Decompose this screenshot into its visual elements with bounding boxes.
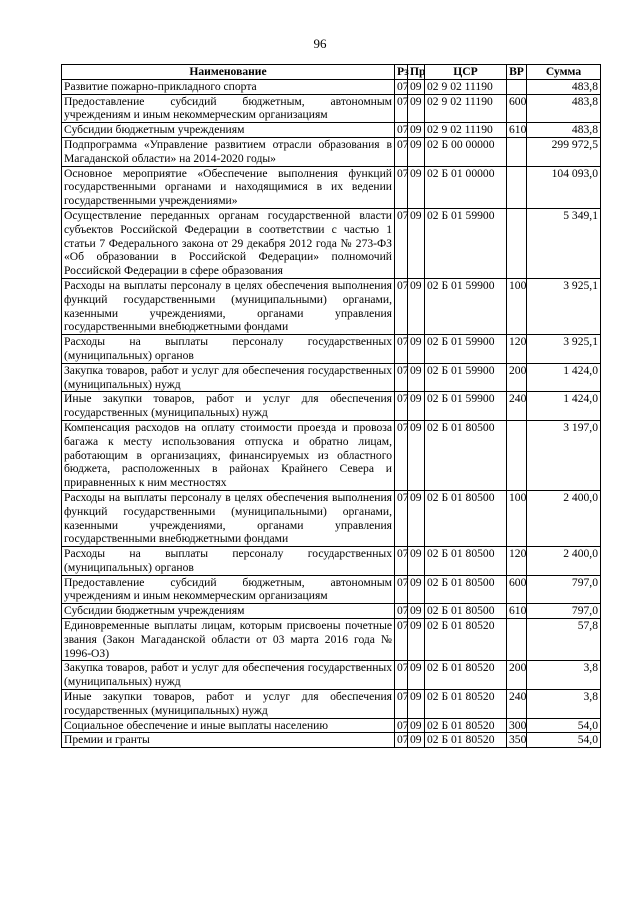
table-row xyxy=(62,718,601,733)
row-pr: 09 xyxy=(408,392,425,421)
row-name: Закупка товаров, работ и услуг для обеспечения государственных (муниципальных) нужд xyxy=(62,363,395,392)
table-row xyxy=(62,690,601,719)
row-vr: 350 xyxy=(507,733,527,748)
row-vr: 600 xyxy=(507,94,527,123)
row-rz: 07 xyxy=(395,604,408,619)
row-pr: 09 xyxy=(408,278,425,334)
table-body xyxy=(62,79,601,747)
row-csr: 02 Б 01 59900 xyxy=(425,208,507,278)
row-sum: 104 093,0 xyxy=(527,166,601,208)
row-sum: 1 424,0 xyxy=(527,392,601,421)
row-vr xyxy=(507,619,527,661)
table-row xyxy=(62,392,601,421)
row-rz: 07 xyxy=(395,79,408,94)
row-vr: 100 xyxy=(507,278,527,334)
row-csr: 02 Б 01 80520 xyxy=(425,718,507,733)
row-name: Иные закупки товаров, работ и услуг для обеспечения государственных (муниципальных) нужд xyxy=(62,690,395,719)
budget-table xyxy=(61,64,601,748)
row-csr: 02 Б 01 59900 xyxy=(425,363,507,392)
row-pr: 09 xyxy=(408,94,425,123)
header-vr: ВР xyxy=(507,65,527,80)
row-sum: 483,8 xyxy=(527,79,601,94)
row-vr: 200 xyxy=(507,363,527,392)
row-vr xyxy=(507,420,527,490)
row-sum: 2 400,0 xyxy=(527,547,601,576)
row-pr: 09 xyxy=(408,661,425,690)
row-vr: 610 xyxy=(507,604,527,619)
row-pr: 09 xyxy=(408,718,425,733)
table-row xyxy=(62,661,601,690)
row-csr: 02 9 02 11190 xyxy=(425,79,507,94)
table-row xyxy=(62,123,601,138)
row-rz: 07 xyxy=(395,619,408,661)
table-row xyxy=(62,79,601,94)
row-pr: 09 xyxy=(408,79,425,94)
row-name: Социальное обеспечение и иные выплаты населению xyxy=(62,718,395,733)
row-rz: 07 xyxy=(395,363,408,392)
row-pr: 09 xyxy=(408,166,425,208)
table-row xyxy=(62,137,601,166)
table-row xyxy=(62,94,601,123)
row-rz: 07 xyxy=(395,208,408,278)
row-name: Осуществление переданных органам государственной власти субъектов Российской Федерации в соответствии с частью 1 статьи 7 Федерального закона от 29 декабря 2012 года № 273-ФЗ «Об образовании в Российской Федерации» полномочий Российской Федерации в сфере образования xyxy=(62,208,395,278)
row-name: Премии и гранты xyxy=(62,733,395,748)
row-vr: 240 xyxy=(507,392,527,421)
row-rz: 07 xyxy=(395,137,408,166)
row-sum: 3,8 xyxy=(527,661,601,690)
table-row xyxy=(62,208,601,278)
row-csr: 02 Б 01 59900 xyxy=(425,392,507,421)
row-csr: 02 9 02 11190 xyxy=(425,94,507,123)
table-row xyxy=(62,604,601,619)
row-rz: 07 xyxy=(395,420,408,490)
row-rz: 07 xyxy=(395,733,408,748)
row-sum: 3 925,1 xyxy=(527,335,601,364)
row-vr: 200 xyxy=(507,661,527,690)
row-csr: 02 Б 00 00000 xyxy=(425,137,507,166)
header-pr: Пр xyxy=(408,65,425,80)
row-name: Компенсация расходов на оплату стоимости проезда и провоза багажа к месту использования отпуска и обратно лицам, работающим в организациях, финансируемых из областного бюджета, расположенных в районах Крайнего Севера и приравненных к ним местностях xyxy=(62,420,395,490)
row-sum: 797,0 xyxy=(527,604,601,619)
table-header-row xyxy=(62,65,601,80)
row-name: Основное мероприятие «Обеспечение выполнения функций государственными органами и находящимися в их ведении государственными учреждениями» xyxy=(62,166,395,208)
row-csr: 02 Б 01 80500 xyxy=(425,547,507,576)
row-csr: 02 Б 01 00000 xyxy=(425,166,507,208)
row-sum: 483,8 xyxy=(527,123,601,138)
row-rz: 07 xyxy=(395,335,408,364)
row-csr: 02 Б 01 80520 xyxy=(425,661,507,690)
row-sum: 1 424,0 xyxy=(527,363,601,392)
row-vr xyxy=(507,137,527,166)
row-name: Подпрограмма «Управление развитием отрасли образования в Магаданской области» на 2014-2020 годы» xyxy=(62,137,395,166)
header-sum: Сумма xyxy=(527,65,601,80)
row-sum: 2 400,0 xyxy=(527,490,601,546)
row-csr: 02 Б 01 80520 xyxy=(425,733,507,748)
row-rz: 07 xyxy=(395,278,408,334)
row-pr: 09 xyxy=(408,363,425,392)
row-rz: 07 xyxy=(395,718,408,733)
row-rz: 07 xyxy=(395,490,408,546)
table-row xyxy=(62,733,601,748)
row-vr: 300 xyxy=(507,718,527,733)
row-csr: 02 Б 01 59900 xyxy=(425,335,507,364)
row-name: Субсидии бюджетным учреждениям xyxy=(62,604,395,619)
row-vr xyxy=(507,166,527,208)
row-vr: 610 xyxy=(507,123,527,138)
header-csr: ЦСР xyxy=(425,65,507,80)
row-sum: 3,8 xyxy=(527,690,601,719)
row-csr: 02 Б 01 80500 xyxy=(425,575,507,604)
row-sum: 54,0 xyxy=(527,718,601,733)
row-sum: 483,8 xyxy=(527,94,601,123)
row-csr: 02 Б 01 80500 xyxy=(425,604,507,619)
row-name: Закупка товаров, работ и услуг для обеспечения государственных (муниципальных) нужд xyxy=(62,661,395,690)
header-rz: Рз xyxy=(395,65,408,80)
row-rz: 07 xyxy=(395,94,408,123)
row-sum: 3 925,1 xyxy=(527,278,601,334)
row-rz: 07 xyxy=(395,690,408,719)
row-csr: 02 Б 01 80520 xyxy=(425,619,507,661)
table-row xyxy=(62,363,601,392)
row-vr xyxy=(507,208,527,278)
page-number: 96 xyxy=(313,36,327,51)
row-vr: 120 xyxy=(507,547,527,576)
row-vr: 240 xyxy=(507,690,527,719)
row-name: Иные закупки товаров, работ и услуг для обеспечения государственных (муниципальных) нужд xyxy=(62,392,395,421)
row-pr: 09 xyxy=(408,575,425,604)
row-vr: 600 xyxy=(507,575,527,604)
row-name: Единовременные выплаты лицам, которым присвоены почетные звания (Закон Магаданской области от 03 марта 2016 года № 1996-ОЗ) xyxy=(62,619,395,661)
table-row xyxy=(62,420,601,490)
row-pr: 09 xyxy=(408,123,425,138)
row-rz: 07 xyxy=(395,575,408,604)
row-sum: 5 349,1 xyxy=(527,208,601,278)
row-name: Предоставление субсидий бюджетным, автономным учреждениям и иным некоммерческим организациям xyxy=(62,575,395,604)
row-name: Развитие пожарно-прикладного спорта xyxy=(62,79,395,94)
row-csr: 02 Б 01 80500 xyxy=(425,490,507,546)
row-sum: 797,0 xyxy=(527,575,601,604)
row-pr: 09 xyxy=(408,208,425,278)
row-pr: 09 xyxy=(408,619,425,661)
row-sum: 3 197,0 xyxy=(527,420,601,490)
row-name: Расходы на выплаты персоналу государственных (муниципальных) органов xyxy=(62,335,395,364)
row-name: Расходы на выплаты персоналу в целях обеспечения выполнения функций государственными (муниципальными) органами, казенными учреждениями, органами управления государственными внебюджетными фондами xyxy=(62,278,395,334)
row-csr: 02 Б 01 80520 xyxy=(425,690,507,719)
row-vr: 100 xyxy=(507,490,527,546)
table-row xyxy=(62,335,601,364)
row-csr: 02 Б 01 80500 xyxy=(425,420,507,490)
row-rz: 07 xyxy=(395,166,408,208)
row-pr: 09 xyxy=(408,604,425,619)
row-name: Субсидии бюджетным учреждениям xyxy=(62,123,395,138)
row-pr: 09 xyxy=(408,335,425,364)
row-name: Расходы на выплаты персоналу в целях обеспечения выполнения функций государственными (муниципальными) органами, казенными учреждениями, органами управления государственными внебюджетными фондами xyxy=(62,490,395,546)
row-name: Расходы на выплаты персоналу государственных (муниципальных) органов xyxy=(62,547,395,576)
row-pr: 09 xyxy=(408,490,425,546)
row-csr: 02 9 02 11190 xyxy=(425,123,507,138)
row-vr xyxy=(507,79,527,94)
row-name: Предоставление субсидий бюджетным, автономным учреждениям и иным некоммерческим организациям xyxy=(62,94,395,123)
row-pr: 09 xyxy=(408,420,425,490)
table-row xyxy=(62,166,601,208)
row-pr: 09 xyxy=(408,547,425,576)
row-pr: 09 xyxy=(408,733,425,748)
row-rz: 07 xyxy=(395,547,408,576)
table-row xyxy=(62,619,601,661)
row-csr: 02 Б 01 59900 xyxy=(425,278,507,334)
table-row xyxy=(62,575,601,604)
table-row xyxy=(62,490,601,546)
row-sum: 54,0 xyxy=(527,733,601,748)
row-pr: 09 xyxy=(408,690,425,719)
row-sum: 57,8 xyxy=(527,619,601,661)
row-rz: 07 xyxy=(395,123,408,138)
row-vr: 120 xyxy=(507,335,527,364)
row-rz: 07 xyxy=(395,392,408,421)
table-row xyxy=(62,278,601,334)
table-row xyxy=(62,547,601,576)
row-rz: 07 xyxy=(395,661,408,690)
header-name: Наименование xyxy=(62,65,395,80)
row-sum: 299 972,5 xyxy=(527,137,601,166)
row-pr: 09 xyxy=(408,137,425,166)
